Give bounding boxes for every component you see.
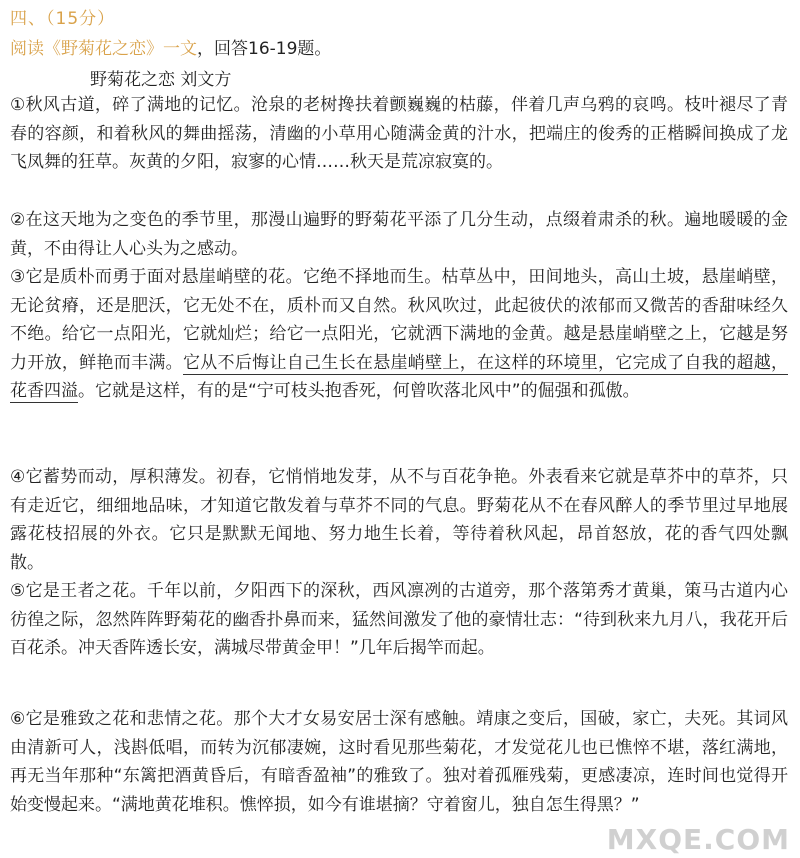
site-watermark: MXQE.COM [606, 823, 790, 856]
paragraph-5: ⑤它是王者之花。千年以前，夕阳西下的深秋，西风凛冽的古道旁，那个落第秀才黄巢，策马古道内心彷徨之际，忽然阵阵野菊花的幽香扑鼻而来，猛然间激发了他的豪情壮志：“待到秋来九月八，我花开后百花杀。冲天香阵透长安，满城尽带黄金甲！”几年后揭竿而起。 [10, 581, 788, 658]
paragraph-1: ①秋风古道，碎了满地的记忆。沧泉的老树搀扶着颤巍巍的枯藤，伴着几声乌鸦的哀鸣。枝叶褪尽了青春的容颜，和着秋风的舞曲摇荡，清幽的小草用心随满金黄的汁水，把端庄的俊秀的正楷瞬间换成了龙飞凤舞的狂草。灰黄的夕阳，寂寥的心情……秋天是荒凉寂寞的。 [10, 95, 788, 172]
paragraph-3-underlined-sentence: 它从不后悔让自己生长在悬崖峭壁上，在这样的环境里，它完成了自我的超越，花香四溢 [10, 352, 789, 401]
section-title: 四、（15分） [10, 9, 116, 29]
paragraph-6: ⑥它是雅致之花和悲情之花。那个大才女易安居士深有感触。靖康之变后，国破，家亡，夫死。其词风由清新可人，浅斟低唱，而转为沉郁凄婉，这时看见那些菊花，才发觉花儿也已憔悴不堪，落红满地，再无当年那种“东篱把酒黄昏后，有暗香盈袖”的雅致了。独对着孤雁残菊，更感凄凉，连时间也觉得开始变慢起来。“满地黄花堆积。憔悴损，如今有谁堪摘？守着窗儿，独自怎生得黑？” [10, 709, 788, 815]
reading-instruction [10, 34, 331, 59]
paragraph-3 [10, 263, 788, 406]
paragraph-3-text-b: 。它就是这样，有的是“宁可枝头抱香死，何曾吹落北风中”的倔强和孤傲。 [78, 381, 640, 401]
instruction-rest: ，回答16-19题。 [197, 39, 332, 59]
instruction-lead: 阅读《野菊花之恋》一文 [10, 39, 197, 59]
paragraph-3-text-a: ③它是质朴而勇于面对悬崖峭壁的花。它绝不择地而生。枯草丛中，田间地头，高山土坡，悬崖峭壁，无论贫瘠，还是肥沃，它无处不在，质朴而又自然。秋风吹过，此起彼伏的浓郁而又微苦的香甜味经久不绝。给它一点阳光，它就灿烂；给它一点阳光，它就洒下满地的金黄。越是悬崖峭壁之上，它越是努力开放，鲜艳而丰满。 [10, 267, 788, 373]
essay-title: 野菊花之恋 刘文方 [90, 70, 232, 90]
paragraph-2: ②在这天地为之变色的季节里，那漫山遍野的野菊花平添了几分生动，点缀着肃杀的秋。遍地暖暖的金黄，不由得让人心头为之感动。 [10, 210, 788, 259]
paragraph-4: ④它蓄势而动，厚积薄发。初春，它悄悄地发芽，从不与百花争艳。外表看来它就是草芥中的草芥，只有走近它，细细地品味，才知道它散发着与草芥不同的气息。野菊花从不在春风醉人的季节里过早地展露花枝招展的外衣。它只是默默无闻地、努力地生长着，等待着秋风起，昂首怒放，花的香气四处飘散。 [10, 467, 788, 573]
